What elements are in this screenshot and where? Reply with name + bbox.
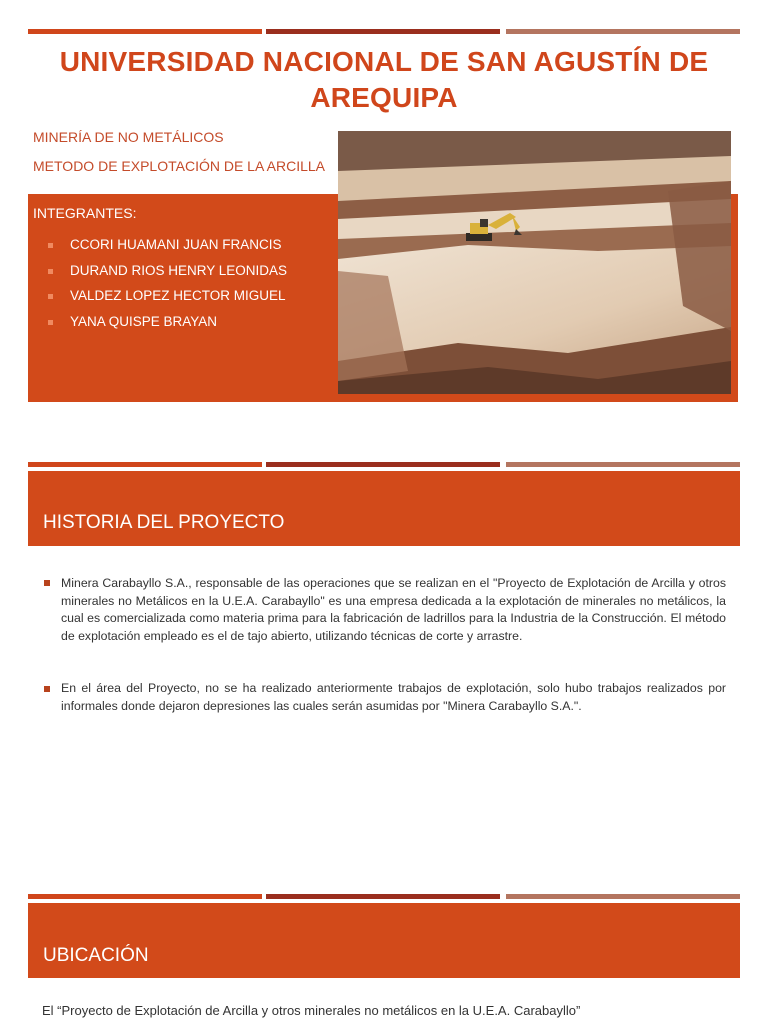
section-accent-bars [28, 894, 740, 899]
accent-bar [506, 29, 740, 34]
history-header [28, 471, 740, 546]
location-paragraph: El “Proyecto de Explotación de Arcilla y otros minerales no metálicos en la U.E.A. Carabayllo” [42, 1003, 581, 1018]
accent-bar [506, 462, 740, 467]
accent-bar [266, 462, 500, 467]
list-item [44, 260, 287, 286]
member-name: VALDEZ LOPEZ HECTOR MIGUEL [70, 288, 286, 304]
list-item [44, 311, 287, 337]
accent-bar [266, 894, 500, 899]
accent-bar [266, 29, 500, 34]
accent-bar [28, 29, 262, 34]
accent-bar [506, 894, 740, 899]
accent-bar [28, 894, 262, 899]
list-item [44, 234, 287, 260]
bullet-icon [48, 294, 53, 299]
members-list [44, 234, 287, 337]
subtitle-topic: METODO DE EXPLOTACIÓN DE LA ARCILLA [33, 158, 326, 174]
section-title: UBICACIÓN [43, 945, 149, 966]
history-paragraph: Minera Carabayllo S.A., responsable de las operaciones que se realizan en el "Proyecto de Explotación de Arcilla y otros minerales no Metálicos en la U.E.A. Carabayllo" es una empresa dedicada a la explotación de minerales no metálicos, la cual es comercializada como materia prima para la fabricación de ladrillos para la Industria de la Construcción. El método de explotación empleado es el de tajo abierto, utilizando técnicas de corte y arrastre. [61, 576, 726, 643]
list-item [44, 285, 287, 311]
section-title: HISTORIA DEL PROYECTO [43, 512, 285, 533]
accent-bar [28, 462, 262, 467]
location-header [28, 903, 740, 978]
bullet-icon [44, 686, 50, 692]
member-name: DURAND RIOS HENRY LEONIDAS [70, 262, 288, 278]
bullet-icon [48, 269, 53, 274]
top-accent-bars [28, 29, 740, 34]
bullet-icon [44, 580, 50, 586]
university-title: UNIVERSIDAD NACIONAL DE SAN AGUSTÍN DE AREQUIPA [59, 46, 709, 113]
integrantes-label: INTEGRANTES: [33, 205, 137, 221]
member-name: CCORI HUAMANI JUAN FRANCIS [70, 237, 282, 252]
bullet-icon [48, 243, 53, 248]
bullet-icon [48, 320, 53, 325]
history-paragraph: En el área del Proyecto, no se ha realizado anteriormente trabajos de explotación, solo hubo trabajos realizados por informales donde dejaron depresiones las cuales serán asumidas por "Minera Carabayllo S.A.". [61, 681, 726, 713]
section-accent-bars [28, 462, 740, 467]
member-name: YANA QUISPE BRAYAN [70, 314, 218, 330]
subtitle-course: MINERÍA DE NO METÁLICOS [33, 129, 224, 145]
clay-quarry-photo [338, 131, 731, 394]
